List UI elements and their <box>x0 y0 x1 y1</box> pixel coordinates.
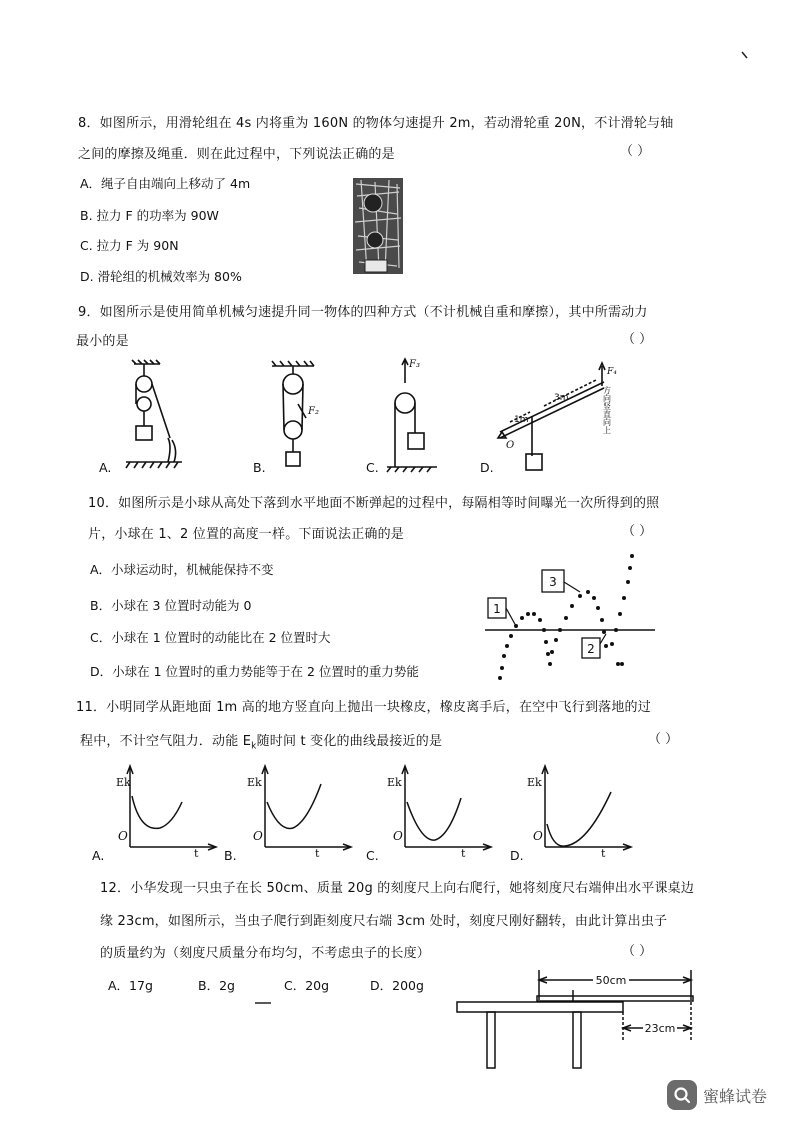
q11-graph-d <box>525 762 635 860</box>
q12-stem-line3: 的质量约为（刻度尺质量分布均匀，不考虑虫子的长度） <box>100 946 431 961</box>
q9-fig-d-long-arm: 3m <box>554 393 569 403</box>
q9-label-c[interactable]: C. <box>366 460 379 475</box>
q11-stem-line1: 11．小明同学从距地面 1m 高的地方竖直向上抛出一块橡皮，橡皮离手后，在空中飞行到落地的过 <box>76 700 651 715</box>
q10-fig-label-2: 2 <box>587 642 595 656</box>
q11-graph-b-origin: O <box>253 829 263 843</box>
q8-option-b[interactable]: B. 拉力 F 的功率为 90W <box>80 208 219 223</box>
q10-option-a[interactable]: A．小球运动时，机械能保持不变 <box>90 562 274 577</box>
q9-stem-line1: 9．如图所示是使用简单机械匀速提升同一物体的四种方式（不计机械自重和摩擦），其中所需动力 <box>78 305 648 320</box>
q11-stem-line2-b: 随时间 t 变化的曲线最接近的是 <box>256 734 443 749</box>
q11-stem-line2 <box>80 730 442 752</box>
q11-label-c[interactable]: C. <box>366 848 379 863</box>
q12-stem-line2: 缘 23cm，如图所示，当虫子爬行到距刻度尺右端 3cm 处时，刻度尺刚好翻转，由此计算出虫子 <box>100 914 668 929</box>
q11-graph-d-y-label: Ek <box>527 776 542 789</box>
q10-fig-label-3: 3 <box>549 575 557 589</box>
q11-stem-line2-a: 程中，不计空气阻力．动能 E <box>80 734 252 749</box>
q9-fig-c-force-label: F₃ <box>409 359 420 370</box>
q10-fig-label-1: 1 <box>493 602 501 616</box>
corner-mark <box>740 50 750 62</box>
q10-answer-bracket: （ ） <box>622 524 653 539</box>
q12-desk-figure <box>455 970 705 1070</box>
q11-graph-a <box>110 762 220 860</box>
q11-graph-c-x-label: t <box>461 847 466 860</box>
q11-graph-a-origin: O <box>118 829 128 843</box>
q9-label-d[interactable]: D. <box>480 460 494 475</box>
q12-stem-line1: 12．小华发现一只虫子在长 50cm、质量 20g 的刻度尺上向右爬行，她将刻度尺右端伸出水平课桌边 <box>100 881 695 896</box>
q8-answer-bracket: （ ） <box>620 144 651 159</box>
watermark-text: 蜜蜂试卷 <box>703 1086 768 1106</box>
q9-label-b[interactable]: B. <box>253 460 266 475</box>
q11-graph-a-y-label: Ek <box>116 776 131 789</box>
q10-option-d[interactable]: D．小球在 1 位置时的重力势能等于在 2 位置时的重力势能 <box>90 664 419 679</box>
q10-stem-line2: 片，小球在 1、2 位置的高度一样。下面说法正确的是 <box>88 527 405 542</box>
q11-graph-b-x-label: t <box>315 847 320 860</box>
q11-graph-c-origin: O <box>393 829 403 843</box>
q9-answer-bracket: （ ） <box>622 332 653 347</box>
q12-fig-23cm: 23cm <box>644 1022 676 1035</box>
q10-option-c[interactable]: C．小球在 1 位置时的动能比在 2 位置时大 <box>90 630 331 645</box>
watermark <box>667 1080 767 1110</box>
q11-graph-a-x-label: t <box>194 847 199 860</box>
q9-figure-a <box>120 360 190 470</box>
q12-option-c[interactable]: C．20g <box>284 978 330 993</box>
q11-label-d[interactable]: D. <box>510 848 524 863</box>
q12-option-b[interactable]: B．2g <box>198 978 235 993</box>
q11-stem-line2-sub: k <box>251 741 257 752</box>
q11-graph-d-origin: O <box>533 829 543 843</box>
q12-fig-50cm: 50cm <box>595 974 627 987</box>
q10-stem-line1: 10．如图所示是小球从高处下落到水平地面不断弹起的过程中，每隔相等时间曝光一次所得到的照 <box>88 496 660 511</box>
q10-bounce-figure <box>480 548 660 688</box>
q11-answer-bracket: （ ） <box>648 732 679 747</box>
q11-graph-b-y-label: Ek <box>247 776 262 789</box>
q8-option-a[interactable]: A．绳子自由端向上移动了 4m <box>80 176 251 191</box>
q11-graph-c <box>385 762 495 860</box>
q8-stem-line2: 之间的摩擦及绳重．则在此过程中，下列说法正确的是 <box>78 147 395 162</box>
q9-fig-d-force-note: 方向竖直向上 <box>602 386 612 434</box>
q9-fig-d-force-label: F₄ <box>607 367 617 377</box>
q11-label-a[interactable]: A. <box>92 848 105 863</box>
q8-option-d[interactable]: D. 滑轮组的机械效率为 80% <box>80 269 242 284</box>
q9-stem-line2: 最小的是 <box>76 334 129 349</box>
q9-figure-d <box>492 360 632 472</box>
q12-option-a[interactable]: A．17g <box>108 978 153 993</box>
q9-figure-b <box>268 360 338 472</box>
q10-option-b[interactable]: B．小球在 3 位置时动能为 0 <box>90 598 252 613</box>
q12-stray-dash <box>255 1000 275 1006</box>
q11-graph-b <box>245 762 355 860</box>
q9-fig-b-force-label: F₂ <box>308 406 319 417</box>
q8-pulley-figure <box>353 178 403 274</box>
watermark-logo-icon <box>667 1080 697 1110</box>
q8-stem-line1: 8．如图所示，用滑轮组在 4s 内将重为 160N 的物体匀速提升 2m，若动滑轮重 20N，不计滑轮与轴 <box>78 116 674 131</box>
q9-label-a[interactable]: A. <box>99 460 112 475</box>
q9-fig-d-short-arm: 1m <box>514 415 529 425</box>
q12-option-d[interactable]: D．200g <box>370 978 424 993</box>
q9-fig-d-pivot: O <box>506 440 515 451</box>
q9-figure-c <box>385 355 445 473</box>
q8-option-c[interactable]: C. 拉力 F 为 90N <box>80 238 179 253</box>
q11-graph-c-y-label: Ek <box>387 776 402 789</box>
q12-answer-bracket: （ ） <box>622 944 653 959</box>
q11-graph-d-x-label: t <box>601 847 606 860</box>
q11-label-b[interactable]: B. <box>224 848 237 863</box>
